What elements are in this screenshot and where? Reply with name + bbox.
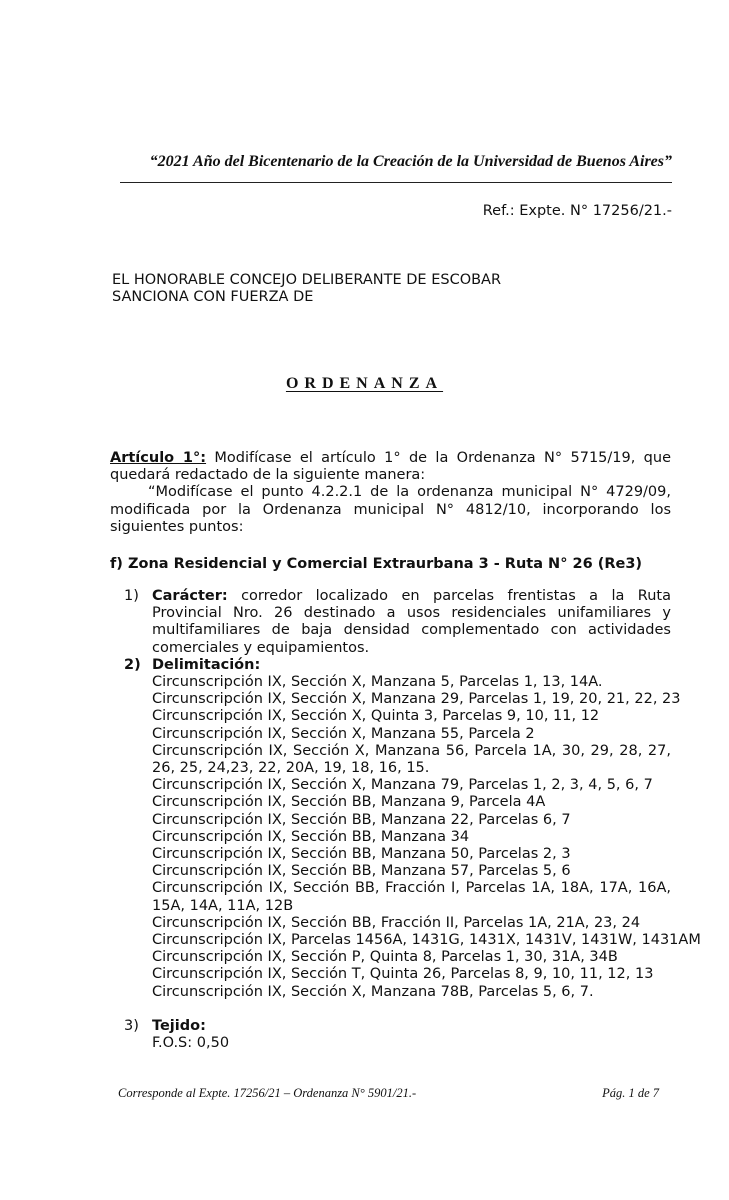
parcel-line: Circunscripción IX, Sección BB, Manzana 34 (152, 828, 470, 845)
item-text: corredor localizado en parcelas frentistas a la Ruta Provincial Nro. 26 destinado a usos residenciales unifamiliares y multifamiliares de baja densidad complementado con actividades comerciales y equipamientos. (152, 588, 671, 656)
header-divider (120, 182, 672, 183)
item-label: Delimitación: (152, 656, 261, 673)
parcel-line: Circunscripción IX, Sección X, Manzana 55, Parcela 2 (152, 725, 535, 742)
parcel-line: Circunscripción IX, Sección BB, Manzana 57, Parcelas 5, 6 (152, 863, 571, 880)
parcel-line: Circunscripción IX, Sección X, Quinta 3, Parcelas 9, 10, 11, 12 (152, 708, 600, 725)
council-line-2: SANCIONA CON FUERZA DE (112, 289, 314, 305)
header-motto: “2021 Año del Bicentenario de la Creación de la Universidad de Buenos Aires” (149, 153, 672, 170)
parcel-line: Circunscripción IX, Parcelas 1456A, 1431G, 1431X, 1431V, 1431W, 1431AM (152, 932, 701, 949)
article-1-text: Modifícase el artículo 1° de la Ordenanza N° 5715/19, que quedará redactado de la siguiente manera: (110, 450, 672, 484)
parcel-line: Circunscripción IX, Sección X, Manzana 79, Parcelas 1, 2, 3, 4, 5, 6, 7 (152, 777, 653, 794)
council-line-1: EL HONORABLE CONCEJO DELIBERANTE DE ESCOBAR (112, 272, 502, 288)
item-number: 1) (124, 588, 139, 604)
item-number: 3) (124, 1017, 139, 1034)
item-number: 2) (124, 656, 141, 673)
item-label: Carácter: (152, 588, 228, 604)
item-delimitacion (110, 656, 701, 1001)
fos-value: F.O.S: 0,50 (152, 1035, 230, 1052)
zone-heading: f) Zona Residencial y Comercial Extraurbana 3 - Ruta N° 26 (Re3) (110, 556, 643, 572)
document-title-text: ORDENANZA (285, 375, 444, 392)
article-1-paragraph (110, 450, 671, 484)
item-label: Tejido: (152, 1017, 206, 1034)
page-number: Pág. 1 de 7 (602, 1086, 659, 1100)
article-1 (110, 450, 671, 536)
parcel-line: Circunscripción IX, Sección BB, Manzana 9, Parcela 4A (152, 794, 546, 811)
document-title (0, 375, 729, 393)
file-reference: Ref.: Expte. N° 17256/21.- (482, 203, 672, 219)
parcel-line: Circunscripción IX, Sección BB, Manzana 50, Parcelas 2, 3 (152, 846, 571, 863)
council-preamble (112, 272, 501, 306)
parcel-line: Circunscripción IX, Sección X, Manzana 5, Parcelas 1, 13, 14A. (152, 674, 603, 691)
item-tejido (110, 1018, 671, 1052)
parcel-line: Circunscripción IX, Sección T, Quinta 26, Parcelas 8, 9, 10, 11, 12, 13 (152, 966, 654, 983)
parcel-line: Circunscripción IX, Sección BB, Manzana 22, Parcelas 6, 7 (152, 811, 571, 828)
footer-reference: Corresponde al Expte. 17256/21 – Ordenanza N° 5901/21.- (118, 1086, 417, 1100)
parcel-line: Circunscripción IX, Sección X, Manzana 78B, Parcelas 5, 6, 7. (152, 983, 594, 1000)
parcel-line: Circunscripción IX, Sección X, Manzana 56, Parcela 1A, 30, 29, 28, 27, 26, 25, 24,23, 22, 20A, 19, 18, 16, 15. (152, 742, 671, 777)
item-caracter (110, 588, 671, 657)
article-1-quote: “Modifícase el punto 4.2.2.1 de la ordenanza municipal N° 4729/09, modificada por la Ordenanza municipal N° 4812/10, incorporando los siguientes puntos: (110, 484, 671, 535)
parcel-line: Circunscripción IX, Sección P, Quinta 8, Parcelas 1, 30, 31A, 34B (152, 949, 618, 966)
parcel-line: Circunscripción IX, Sección BB, Fracción I, Parcelas 1A, 18A, 17A, 16A, 15A, 14A, 11A, 12B (152, 880, 671, 914)
article-1-label: Artículo 1°: (110, 450, 207, 466)
parcel-line: Circunscripción IX, Sección X, Manzana 29, Parcelas 1, 19, 20, 21, 22, 23 (152, 691, 681, 708)
parcel-line: Circunscripción IX, Sección BB, Fracción II, Parcelas 1A, 21A, 23, 24 (152, 914, 641, 931)
zone-items (110, 588, 701, 1052)
